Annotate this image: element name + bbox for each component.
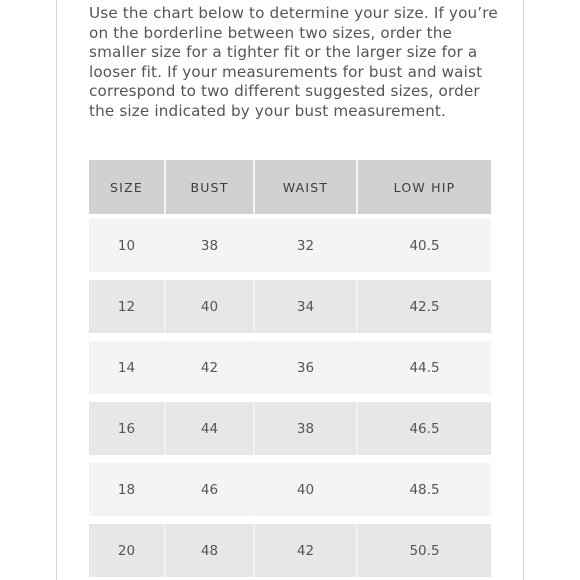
table-row: [89, 276, 491, 337]
waist-cell: 40: [254, 459, 357, 520]
low-hip-cell: 42.5: [357, 276, 491, 337]
size-cell: 16: [89, 398, 165, 459]
table-row: [89, 520, 491, 580]
bust-cell: 40: [165, 276, 254, 337]
size-cell: 20: [89, 520, 165, 580]
low-hip-cell: 46.5: [357, 398, 491, 459]
size-cell: 14: [89, 337, 165, 398]
low-hip-cell: 48.5: [357, 459, 491, 520]
header-waist: WAIST: [254, 160, 357, 217]
header-bust: BUST: [165, 160, 254, 217]
table-row: [89, 459, 491, 520]
waist-cell: 34: [254, 276, 357, 337]
size-instructions: Use the chart below to determine your size. If you’re on the borderline between two sizes, order the smaller size for a tighter fit or the larger size for a looser fit. If your measurements for bust and waist correspond to two different suggested sizes, order the size indicated by your bust measurement.: [89, 4, 498, 120]
header-row: [89, 160, 491, 217]
bust-cell: 48: [165, 520, 254, 580]
low-hip-cell: 40.5: [357, 217, 491, 277]
bust-cell: 38: [165, 217, 254, 277]
table-row: [89, 398, 491, 459]
size-cell: 12: [89, 276, 165, 337]
right-border: [523, 0, 524, 580]
table-row: [89, 217, 491, 277]
left-border: [56, 0, 57, 580]
bust-cell: 46: [165, 459, 254, 520]
bust-cell: 42: [165, 337, 254, 398]
header-size: SIZE: [89, 160, 165, 217]
size-cell: 10: [89, 217, 165, 277]
low-hip-cell: 50.5: [357, 520, 491, 580]
low-hip-cell: 44.5: [357, 337, 491, 398]
size-cell: 18: [89, 459, 165, 520]
waist-cell: 36: [254, 337, 357, 398]
bust-cell: 44: [165, 398, 254, 459]
table-row: [89, 337, 491, 398]
waist-cell: 32: [254, 217, 357, 277]
size-chart-table: [89, 160, 491, 580]
waist-cell: 38: [254, 398, 357, 459]
waist-cell: 42: [254, 520, 357, 580]
header-low-hip: LOW HIP: [357, 160, 491, 217]
